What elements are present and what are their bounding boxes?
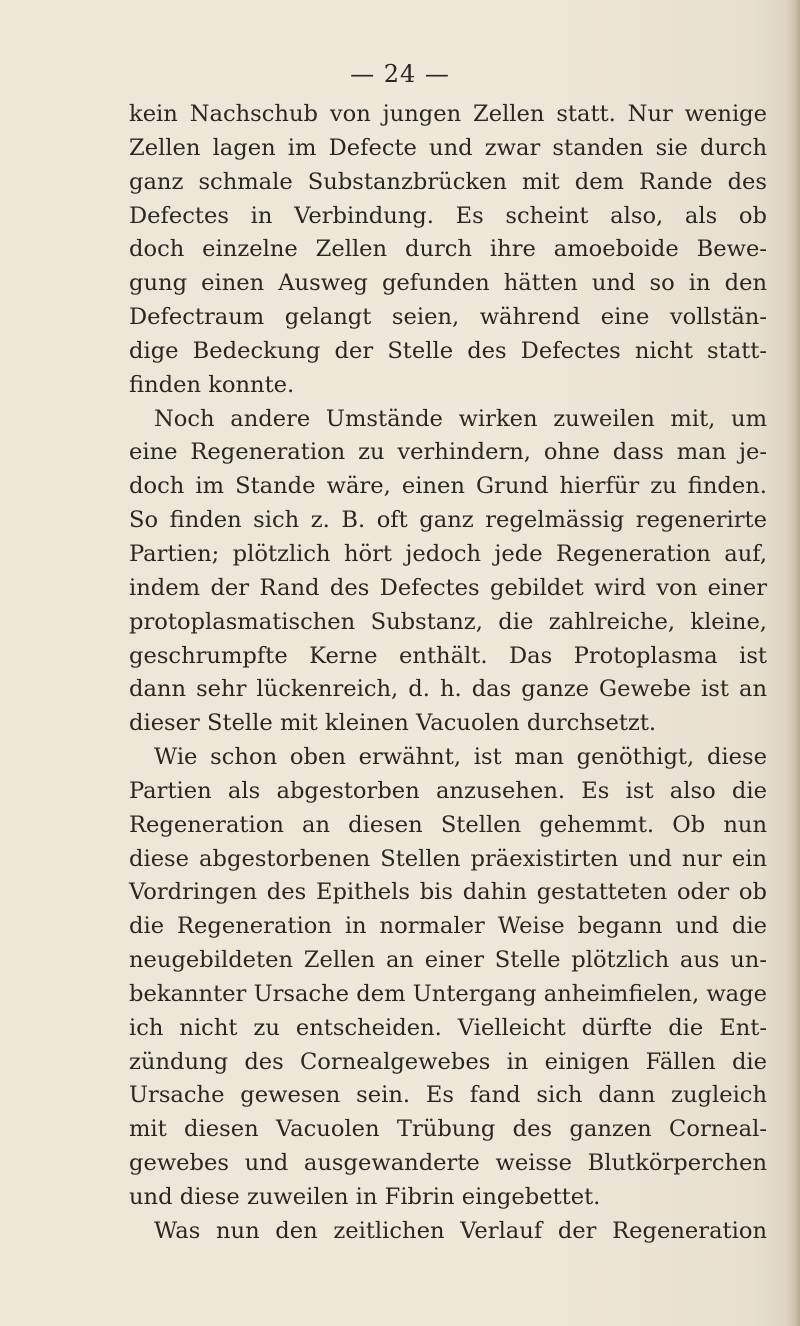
text-line: neugebildeten Zellen an einer Stelle plötzlich aus un-	[129, 947, 767, 974]
text-line: bekannter Ursache dem Untergang anheimfielen, wage	[129, 980, 767, 1007]
text-line: Ursache gewesen sein. Es fand sich dann zugleich	[129, 1082, 767, 1109]
text-line: Partien; plötzlich hört jedoch jede Regeneration auf,	[129, 540, 767, 567]
text-line: gung einen Ausweg gefunden hätten und so in den	[129, 270, 767, 297]
text-line: Wie schon oben erwähnt, ist man genöthigt, diese	[154, 744, 767, 771]
text-line: Noch andere Umstände wirken zuweilen mit, um	[154, 405, 767, 432]
text-line: diese abgestorbenen Stellen präexistirten und nur ein	[129, 845, 767, 872]
page-edge-shadow	[786, 0, 800, 1326]
text-line: ganz schmale Substanzbrücken mit dem Rande des	[129, 168, 767, 195]
text-line: kein Nachschub von jungen Zellen statt. Nur wenige	[129, 101, 767, 127]
text-line: Regeneration an diesen Stellen gehemmt. Ob nun	[129, 811, 767, 838]
text-line: die Regeneration in normaler Weise begann und die	[129, 913, 767, 940]
text-line: Defectes in Verbindung. Es scheint also, als ob	[129, 202, 767, 229]
body-text	[129, 98, 767, 1249]
text-line: mit diesen Vacuolen Trübung des ganzen Corneal-	[129, 1116, 767, 1143]
text-line: protoplasmatischen Substanz, die zahlreiche, kleine,	[129, 608, 767, 635]
text-line: doch im Stande wäre, einen Grund hierfür zu finden.	[129, 473, 767, 500]
text-line: Was nun den zeitlichen Verlauf der Regeneration	[154, 1217, 767, 1244]
text-line: doch einzelne Zellen durch ihre amoeboide Bewe-	[129, 236, 767, 263]
text-line: indem der Rand des Defectes gebildet wird von einer	[129, 574, 767, 601]
text-line: finden konnte.	[129, 371, 295, 398]
text-line: dann sehr lückenreich, d. h. das ganze Gewebe ist an	[129, 676, 767, 703]
text-line: gewebes und ausgewanderte weisse Blutkörperchen	[129, 1150, 767, 1177]
text-line: Zellen lagen im Defecte und zwar standen sie durch	[129, 134, 767, 161]
text-line: dige Bedeckung der Stelle des Defectes nicht statt-	[129, 337, 767, 364]
text-line: zündung des Cornealgewebes in einigen Fällen die	[129, 1048, 767, 1075]
page-number: — 24 —	[350, 60, 450, 88]
text-line: Vordringen des Epithels bis dahin gestatteten oder ob	[129, 879, 767, 906]
text-line: Partien als abgestorben anzusehen. Es ist also die	[129, 777, 767, 804]
text-line: dieser Stelle mit kleinen Vacuolen durchsetzt.	[129, 710, 657, 737]
text-line: geschrumpfte Kerne enthält. Das Protoplasma ist	[129, 642, 767, 669]
text-line: und diese zuweilen in Fibrin eingebettet.	[129, 1184, 601, 1210]
text-line: So finden sich z. B. oft ganz regelmässig regenerirte	[129, 507, 767, 534]
text-line: ich nicht zu entscheiden. Vielleicht dürfte die Ent-	[129, 1014, 767, 1041]
text-line: eine Regeneration zu verhindern, ohne dass man je-	[129, 439, 767, 466]
text-line: Defectraum gelangt seien, während eine vollstän-	[129, 304, 767, 331]
